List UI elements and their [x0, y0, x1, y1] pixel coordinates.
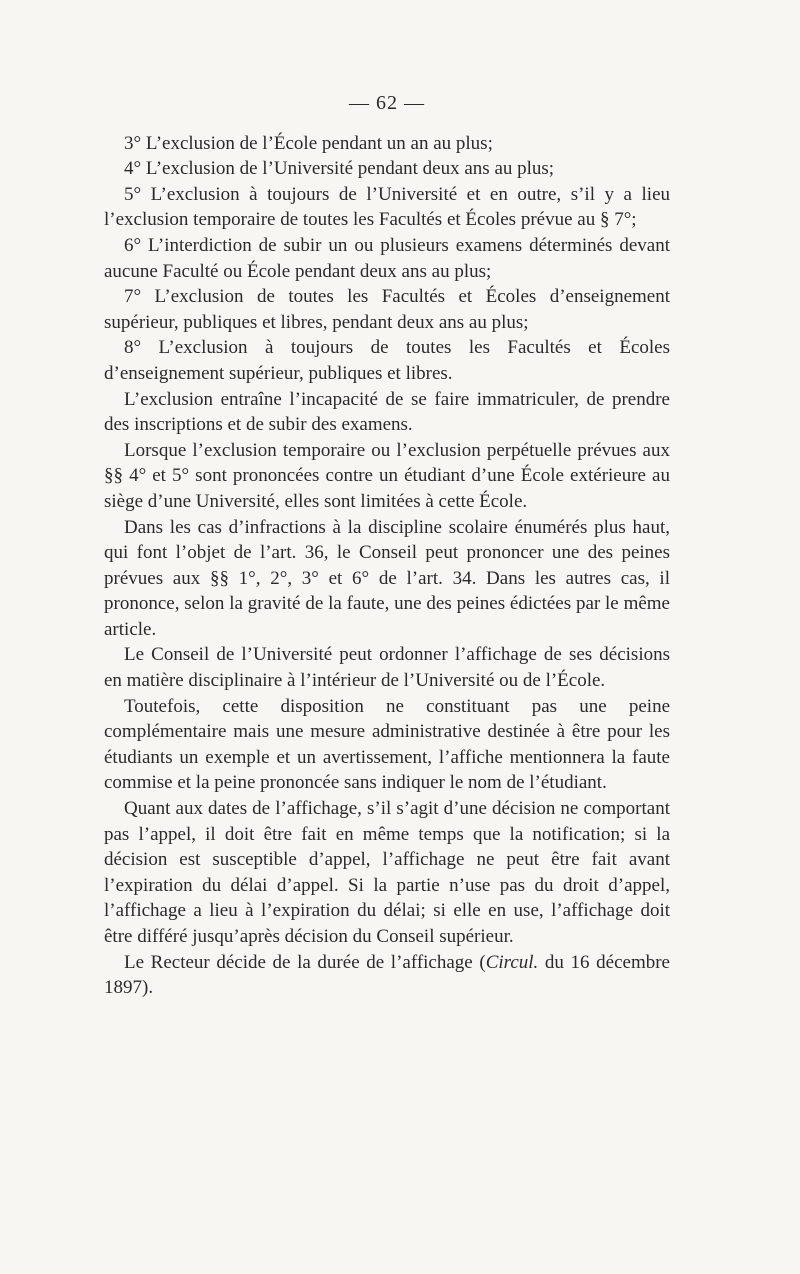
paragraph-posting-duration	[104, 950, 670, 1001]
paragraph-penalty-3: 3° L’exclusion de l’École pendant un an au plus;	[124, 132, 493, 154]
paragraph-posting-nature: Toutefois, cette disposition ne constituant pas une peine complémentaire mais une mesure administrative destinée à être pour les étudiants un exemple et un avertissement, l’affiche mentionnera la faute commise et la peine prononcée sans indiquer le nom de l’étudiant.	[104, 695, 670, 794]
paragraph-posting-dates: Quant aux dates de l’affichage, s’il s’agit d’une décision ne comportant pas l’appel, il doit être fait en même temps que la notification; si la décision est susceptible d’appel, l’affichage ne peut être fait avant l’expiration du délai d’appel. Si la partie n’use pas du droit d’appel, l’affichage a lieu à l’expiration du délai; si elle en use, l’affichage doit être différé jusqu’après décision du Conseil supérieur.	[104, 798, 670, 947]
paragraph-posting-decisions: Le Conseil de l’Université peut ordonner l’affichage de ses décisions en matière disciplinaire à l’intérieur de l’Université ou de l’École.	[104, 644, 670, 692]
paragraph-exclusion-effects: L’exclusion entraîne l’incapacité de se faire immatriculer, de prendre des inscriptions et de subir des examens.	[104, 388, 670, 436]
paragraph-external-school: Lorsque l’exclusion temporaire ou l’exclusion perpétuelle prévues aux §§ 4° et 5° sont prononcées contre un étudiant d’une École extérieure au siège d’une Université, elles sont limitées à cette École.	[104, 439, 670, 512]
paragraph-infractions: Dans les cas d’infractions à la discipline scolaire énumérés plus haut, qui font l’objet de l’art. 36, le Conseil peut prononcer une des peines prévues aux §§ 1°, 2°, 3° et 6° de l’art. 34. Dans les autres cas, il prononce, selon la gravité de la faute, une des peines édictées par le même article.	[104, 516, 670, 640]
paragraph-penalty-4: 4° L’exclusion de l’Université pendant deux ans au plus;	[124, 158, 555, 180]
duration-text-before: Le Recteur décide de la durée de l’affichage (	[124, 951, 486, 973]
book-page	[104, 91, 670, 1001]
paragraph-penalty-5: 5° L’exclusion à toujours de l’Université et en outre, s’il y a lieu l’exclusion temporaire de toutes les Facultés et Écoles prévue au § 7°;	[104, 183, 670, 231]
page-number: — 62 —	[349, 92, 425, 114]
paragraph-penalty-6: 6° L’interdiction de subir un ou plusieurs examens déterminés devant aucune Faculté ou École pendant deux ans au plus;	[104, 234, 670, 282]
paragraph-penalty-8: 8° L’exclusion à toujours de toutes les Facultés et Écoles d’enseignement supérieur, publiques et libres.	[104, 337, 670, 384]
paragraph-penalty-7: 7° L’exclusion de toutes les Facultés et Écoles d’enseignement supérieur, publiques et libres, pendant deux ans au plus;	[104, 286, 670, 333]
duration-text-after: du 16 décembre 1897).	[104, 951, 670, 999]
circular-reference: Circul.	[485, 951, 539, 973]
